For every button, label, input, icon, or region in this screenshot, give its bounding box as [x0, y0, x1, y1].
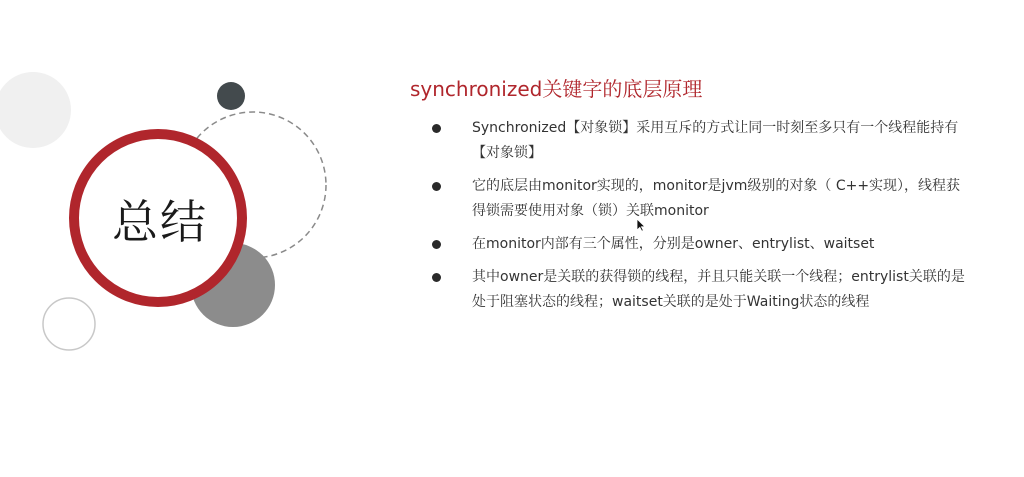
bullet-item [430, 232, 990, 257]
slide-heading: synchronized关键字的底层原理 [410, 77, 703, 101]
light-gray-circle [0, 72, 71, 148]
bullet-item [430, 174, 990, 224]
summary-title: 总结 [112, 195, 208, 249]
bullet-text: 其中owner是关联的获得锁的线程，并且只能关联一个线程；entrylist关联的是处于阻塞状态的线程；waitset关联的是处于Waiting状态的线程 [472, 269, 965, 310]
bullet-text: 在monitor内部有三个属性，分别是owner、entrylist、waitset [472, 236, 875, 252]
dark-dot-circle [217, 82, 245, 110]
bullet-dot-icon [432, 273, 441, 282]
bullet-dot-icon [432, 182, 441, 191]
bullet-dot-icon [432, 124, 441, 133]
bullet-item [430, 116, 990, 166]
bullet-list [430, 116, 990, 323]
bullet-text: Synchronized【对象锁】采用互斥的方式让同一时刻至多只有一个线程能持有【对象锁】 [472, 120, 959, 161]
small-outline-circle [43, 298, 95, 350]
bullet-dot-icon [432, 240, 441, 249]
bullet-item [430, 265, 990, 315]
mouse-cursor-icon [636, 218, 646, 232]
bullet-text: 它的底层由monitor实现的，monitor是jvm级别的对象（ C++实现），线程获得锁需要使用对象（锁）关联monitor [472, 178, 961, 219]
